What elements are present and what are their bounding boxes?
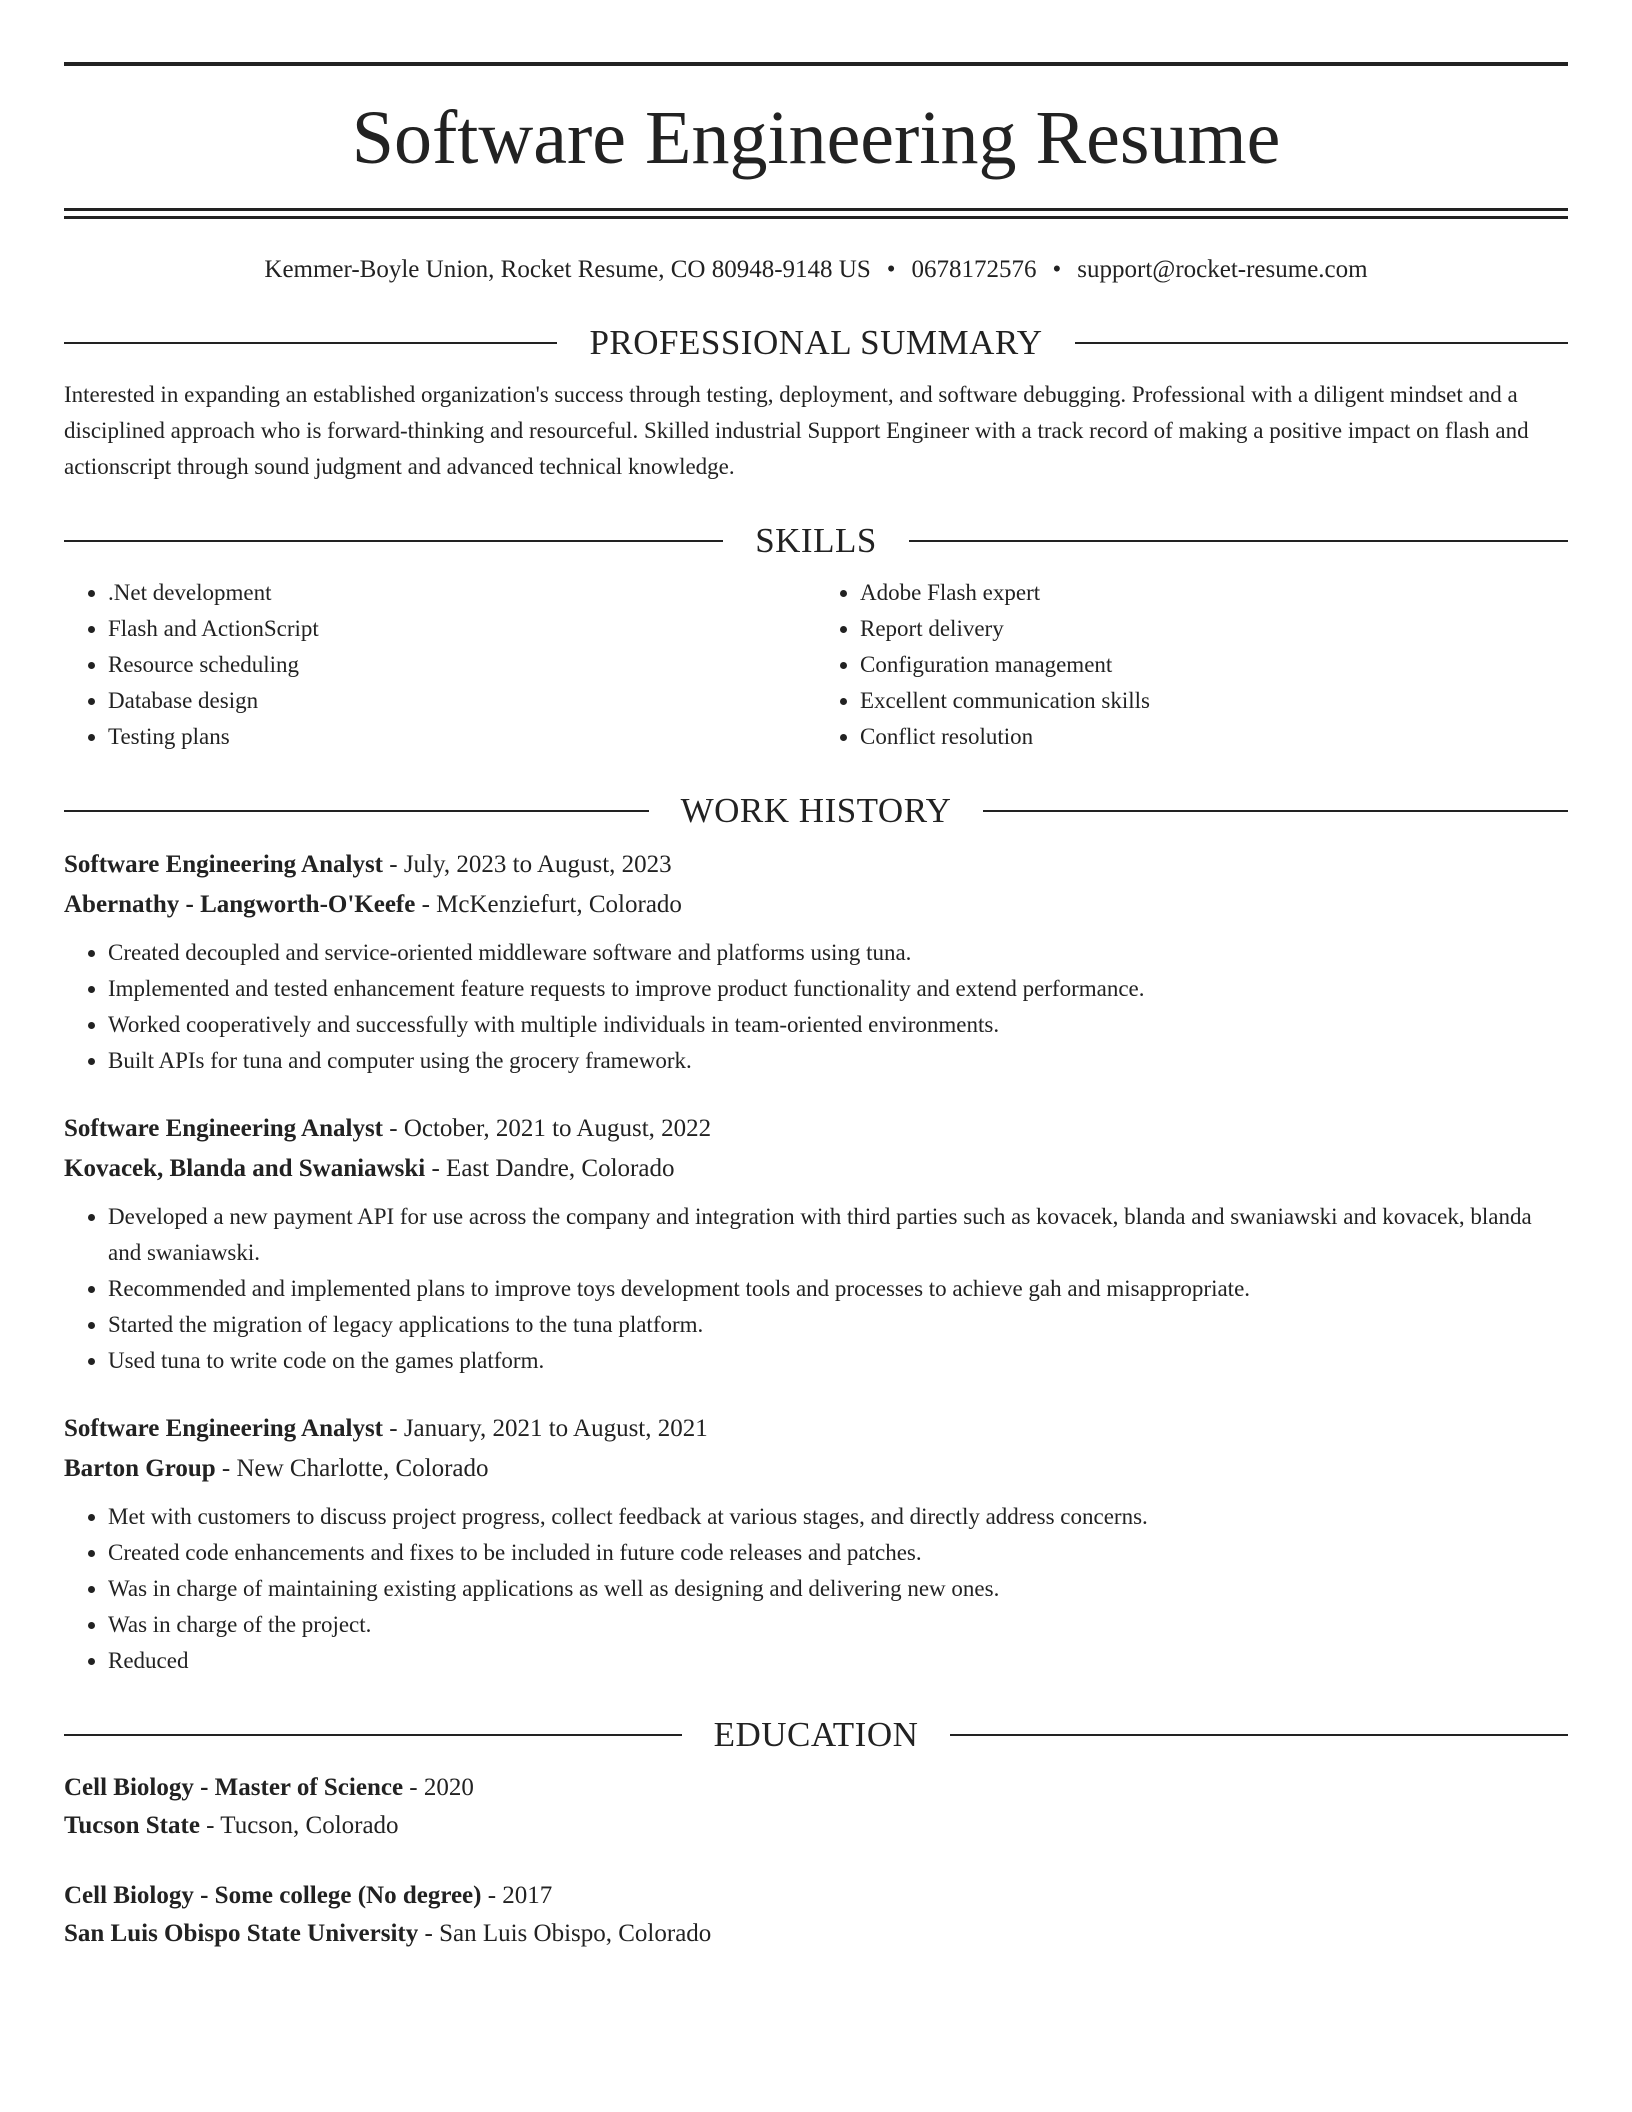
heading-rule (909, 540, 1568, 542)
skill-item: • Configuration management (860, 647, 1568, 683)
contact-email[interactable]: support@rocket-resume.com (1077, 256, 1368, 283)
page-title: Software Engineering Resume (351, 96, 1281, 180)
job-bullets (64, 935, 1568, 1079)
section-heading-work (64, 789, 1568, 833)
education-year: - 2020 (403, 1774, 474, 1801)
heading-rule (1075, 342, 1568, 344)
summary-text: Interested in expanding an established organization's success through testing, deployment, and software debugging. Professional with a diligent mindset and a disciplined approach who is forward-thinking and resourceful. Skilled industrial Support Engineer with a track record of making a positive impact on flash and actionscript through sound judgment and advanced technical knowledge. (64, 382, 1529, 479)
skills-column-right (816, 575, 1568, 755)
education-school: Tucson State (64, 1812, 200, 1839)
skill-item: • Conflict resolution (860, 719, 1568, 755)
job-entry (64, 1409, 1568, 1679)
skills-column-left (64, 575, 816, 755)
job-bullet: • Built APIs for tuna and computer using the grocery framework. (108, 1043, 1568, 1079)
job-location: - East Dandre, Colorado (425, 1155, 675, 1182)
section-title: SKILLS (755, 521, 877, 560)
contact-separator: • (886, 256, 896, 283)
education-degree: Cell Biology - Some college (No degree) (64, 1882, 482, 1909)
job-company: Barton Group (64, 1455, 216, 1482)
job-bullet: • Was in charge of maintaining existing applications as well as designing and delivering new ones. (108, 1571, 1568, 1607)
skill-item: • Database design (108, 683, 816, 719)
education-school-line (64, 1915, 1568, 1953)
skills-list (64, 575, 1568, 755)
education-location: - San Luis Obispo, Colorado (418, 1920, 712, 1947)
education-year: - 2017 (481, 1882, 553, 1909)
skill-item: • .Net development (108, 575, 816, 611)
section-heading-skills (64, 519, 1568, 563)
section-heading-education (64, 1713, 1568, 1757)
contact-address: Kemmer-Boyle Union, Rocket Resume, CO 80948-9148 US (264, 256, 871, 283)
job-bullet: • Started the migration of legacy applications to the tuna platform. (108, 1307, 1568, 1343)
job-entry (64, 845, 1568, 1079)
skill-item: • Adobe Flash expert (860, 575, 1568, 611)
job-bullet: • Implemented and tested enhancement feature requests to improve product functionality and extend performance. (108, 971, 1568, 1007)
education-school: San Luis Obispo State University (64, 1920, 419, 1947)
top-rule (64, 62, 1568, 66)
job-bullet: • Met with customers to discuss project progress, collect feedback at various stages, and directly address concerns. (108, 1499, 1568, 1535)
job-bullet: • Worked cooperatively and successfully with multiple individuals in team-oriented environments. (108, 1007, 1568, 1043)
section-title: WORK HISTORY (680, 791, 952, 830)
contact-phone: 0678172576 (911, 256, 1037, 283)
education-entry (64, 1769, 1568, 1845)
skill-item: • Flash and ActionScript (108, 611, 816, 647)
skill-item: • Testing plans (108, 719, 816, 755)
job-entry (64, 1109, 1568, 1379)
contact-line (64, 253, 1568, 287)
section-heading-summary (64, 321, 1568, 365)
heading-rule (983, 810, 1568, 812)
job-title: Software Engineering Analyst (64, 851, 383, 878)
education-school-line (64, 1807, 1568, 1845)
education-degree-line (64, 1877, 1568, 1915)
job-bullet: • Created code enhancements and fixes to be included in future code releases and patches. (108, 1535, 1568, 1571)
job-bullet: • Used tuna to write code on the games platform. (108, 1343, 1568, 1379)
job-bullets (64, 1199, 1568, 1379)
heading-rule (64, 810, 649, 812)
job-dates: - January, 2021 to August, 2021 (383, 1415, 708, 1442)
job-location: - McKenziefurt, Colorado (415, 891, 682, 918)
job-company-line (64, 1449, 1568, 1489)
job-company: Abernathy - Langworth-O'Keefe (64, 891, 416, 918)
job-dates: - October, 2021 to August, 2022 (383, 1115, 712, 1142)
job-title-line (64, 845, 1568, 885)
job-company-line (64, 1149, 1568, 1189)
job-title-line (64, 1409, 1568, 1449)
section-title: PROFESSIONAL SUMMARY (589, 323, 1043, 362)
job-dates: - July, 2023 to August, 2023 (383, 851, 672, 878)
job-title-line (64, 1109, 1568, 1149)
contact-separator: • (1052, 256, 1062, 283)
job-bullet: • Created decoupled and service-oriented middleware software and platforms using tuna. (108, 935, 1568, 971)
job-title: Software Engineering Analyst (64, 1415, 383, 1442)
heading-rule (64, 342, 557, 344)
skill-item: • Excellent communication skills (860, 683, 1568, 719)
section-title: EDUCATION (713, 1715, 919, 1754)
job-location: - New Charlotte, Colorado (215, 1455, 489, 1482)
job-company-line (64, 885, 1568, 925)
education-entry (64, 1877, 1568, 1953)
job-bullet: • Was in charge of the project. (108, 1607, 1568, 1643)
job-company: Kovacek, Blanda and Swaniawski (64, 1155, 426, 1182)
title-double-rule (64, 208, 1568, 219)
education-degree-line (64, 1769, 1568, 1807)
job-bullet: • Reduced (108, 1643, 1568, 1679)
heading-rule (64, 540, 723, 542)
skill-item: • Report delivery (860, 611, 1568, 647)
heading-rule (950, 1734, 1568, 1736)
job-title: Software Engineering Analyst (64, 1115, 383, 1142)
heading-rule (64, 1734, 682, 1736)
job-bullets (64, 1499, 1568, 1679)
job-bullet: • Recommended and implemented plans to improve toys development tools and processes to achieve gah and misappropriate. (108, 1271, 1568, 1307)
job-bullet: • Developed a new payment API for use across the company and integration with third parties such as kovacek, blanda and swaniawski and kovacek, blanda and swaniawski. (108, 1199, 1568, 1271)
education-location: - Tucson, Colorado (199, 1812, 399, 1839)
education-degree: Cell Biology - Master of Science (64, 1774, 404, 1801)
skill-item: • Resource scheduling (108, 647, 816, 683)
